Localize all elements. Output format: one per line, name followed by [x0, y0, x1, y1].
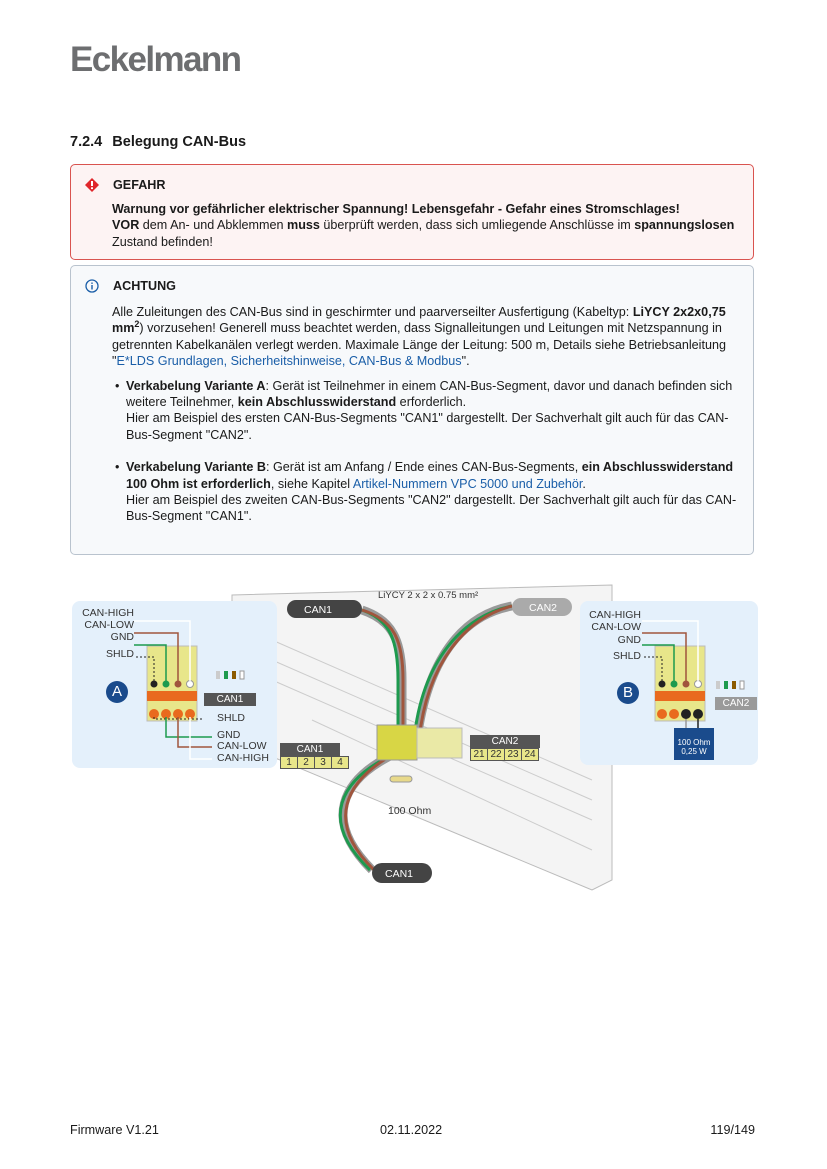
cable-label-can1-bottom: CAN1 [385, 868, 414, 880]
bold-text: kein Abschlusswiderstand [237, 395, 397, 410]
danger-diamond-icon [85, 178, 99, 192]
pin: 22 [488, 749, 504, 760]
list-item-variant-b [112, 459, 739, 525]
info-circle-icon [85, 279, 99, 293]
variant-list [112, 378, 739, 525]
can1-block-title: CAN1 [280, 743, 340, 756]
pin: 21 [471, 749, 487, 760]
danger-warning-text: Warnung vor gefährlicher elektrischer Spannung! Lebensgefahr - Gefahr eines Stromschlages! [112, 202, 680, 216]
danger-instruction-text [112, 217, 739, 250]
resistor-label: 100 Ohm [388, 805, 432, 817]
caution-callout [70, 265, 754, 555]
danger-body [112, 201, 739, 250]
text: . [582, 476, 586, 491]
label-can-high: CAN-HIGH [589, 609, 641, 621]
text: ) vorzusehen! Generell muss beachtet werden, dass Signalleitungen und Leitungen mit Netzspannung in getrennten Kabelkanälen verlegt werden. Maximale Länge der Leitung: 500 m, Details siehe Betriebsanleitung " [112, 321, 726, 369]
text: Zustand befinden! [112, 234, 213, 249]
label-shld: SHLD [612, 650, 641, 662]
tag-can2: CAN2 [715, 697, 757, 710]
pin: 2 [298, 757, 314, 768]
text: erforderlich. [396, 395, 467, 410]
resistor-value: 100 Ohm [677, 738, 711, 747]
section-title: Belegung CAN-Bus [112, 134, 247, 150]
footer-firmware: Firmware V1.21 [70, 1123, 159, 1137]
caution-title: ACHTUNG [113, 279, 176, 293]
bold-spannungslosen: spannungslosen [634, 218, 735, 233]
superscript: 2 [134, 319, 140, 330]
text: : Gerät ist Teilnehmer in einem CAN-Bus-Segment, davor und danach befinden sich weitere Teilnehmer, [126, 378, 733, 410]
cable-label-can2-top: CAN2 [529, 602, 558, 614]
termination-resistor [674, 728, 714, 760]
text: : Gerät ist am Anfang / Ende eines CAN-Bus-Segments, [266, 460, 582, 475]
tag-can1: CAN1 [204, 693, 256, 706]
bold-text: ein Abschlusswiderstand 100 Ohm ist erforderlich [126, 460, 734, 491]
label-can-high-out: CAN-HIGH [217, 752, 269, 764]
label-can-high: CAN-HIGH [82, 607, 134, 619]
caution-paragraph [112, 304, 739, 370]
text: überprüft werden, dass sich umliegende Anschlüsse im [319, 218, 635, 233]
label-can-low: CAN-LOW [84, 619, 134, 631]
bold-vor: VOR [112, 218, 140, 233]
label-shld: SHLD [105, 648, 134, 660]
cable-spec-label: LiYCY 2 x 2 x 0.75 mm² [378, 590, 479, 601]
article-numbers-link[interactable]: Artikel-Nummern VPC 5000 und Zubehör [352, 476, 583, 491]
panel-variant-b [580, 601, 758, 765]
pin: 3 [315, 757, 331, 768]
danger-title: GEFAHR [113, 178, 166, 192]
label-shld-out: SHLD [217, 712, 246, 724]
manual-link[interactable]: E*LDS Grundlagen, Sicherheitshinweise, CAN-Bus & Modbus [116, 354, 462, 369]
label-gnd-out: GND [217, 729, 241, 741]
badge-b: B [617, 682, 639, 704]
label-can-low-out: CAN-LOW [217, 740, 267, 752]
caution-body [112, 304, 739, 541]
label-can-low: CAN-LOW [591, 621, 641, 633]
footer-date: 02.11.2022 [380, 1123, 443, 1137]
pin: 4 [332, 757, 348, 768]
cable-label-can1-top: CAN1 [304, 604, 333, 616]
can2-pin-row [470, 748, 539, 761]
can2-block-title: CAN2 [470, 735, 540, 748]
text: Hier am Beispiel des zweiten CAN-Bus-Segments "CAN2" dargestellt. Der Sachverhalt gilt auch für das CAN-Bus-Segment "CAN1". [126, 493, 737, 524]
resistor-power: 0,25 W [681, 747, 707, 756]
section-number: 7.2.4 [70, 134, 103, 150]
pin: 24 [522, 749, 538, 760]
panel-variant-a [72, 601, 277, 768]
cable-type: LiYCY 2x2x0,75 mm [112, 305, 726, 336]
eckelmann-logo: Eckelmann [70, 40, 241, 79]
variant-a-label: Verkabelung Variante A [126, 378, 266, 393]
can1-pin-row [280, 756, 349, 769]
pin: 23 [505, 749, 521, 760]
label-gnd: GND [110, 631, 134, 643]
text: Alle Zuleitungen des CAN-Bus sind in geschirmter und paarverseilter Ausfertigung (Kabeltyp: [112, 305, 633, 319]
badge-a: A [106, 681, 128, 703]
can-bus-wiring-figure [72, 580, 760, 900]
label-gnd: GND [617, 634, 641, 646]
text: ". [461, 354, 470, 369]
text: dem An- und Abklemmen [139, 218, 288, 233]
text: Hier am Beispiel des ersten CAN-Bus-Segments "CAN1" dargestellt. Der Sachverhalt gilt auch für das CAN-Bus-Segment "CAN2". [126, 411, 729, 442]
list-item-variant-a [112, 378, 739, 444]
section-heading [70, 134, 246, 150]
text: , siehe Kapitel [270, 476, 353, 491]
danger-callout [70, 164, 754, 260]
bold-muss: muss [287, 218, 320, 233]
variant-b-label: Verkabelung Variante B [126, 460, 266, 475]
pin: 1 [281, 757, 297, 768]
footer-page-number: 119/149 [710, 1123, 755, 1137]
